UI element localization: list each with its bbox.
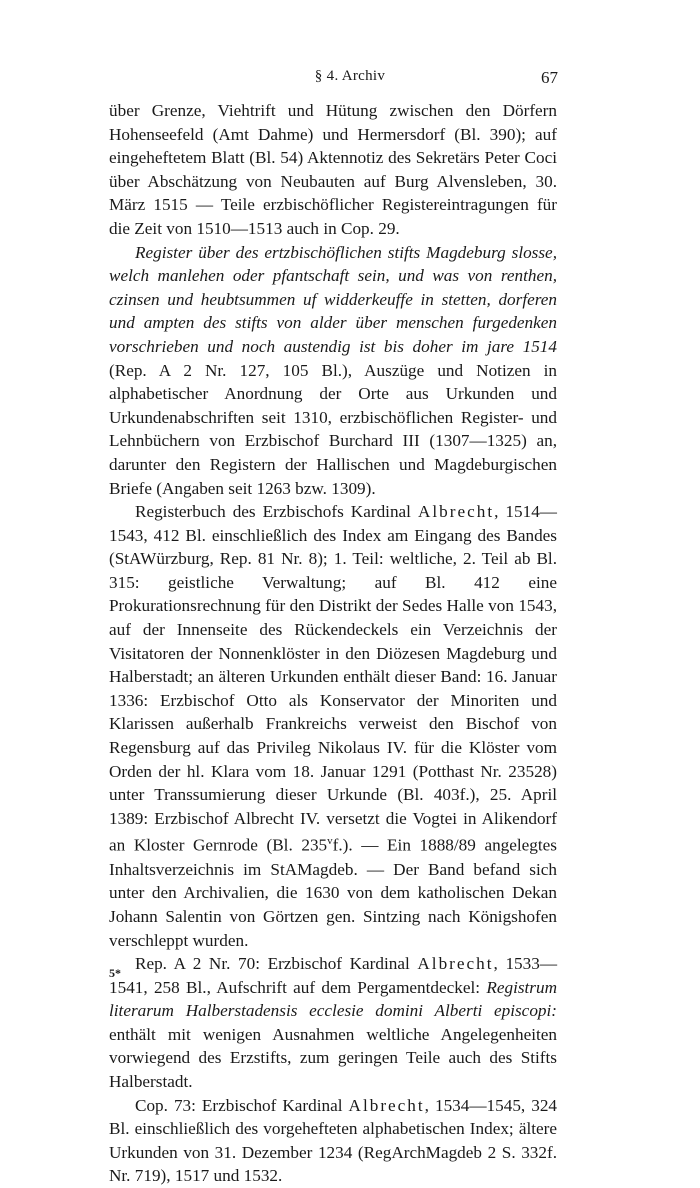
text-run: Registerbuch des Erzbischofs Kardinal bbox=[135, 502, 418, 522]
paragraph bbox=[109, 500, 557, 952]
text-run: (Rep. A 2 Nr. 127, 105 Bl.), Auszüge und Notizen in alphabetischer Anordnung der Orte aus Urkunden und Urkundenabschriften seit 1310, erzbischöflichen Register- und Lehnbüchern von Erzbischof Burchard III (1307—1325) an, darunter den Registern der Hallischen und Magdeburgischen Briefe (Angaben seit 1263 bzw. 1309). bbox=[109, 360, 557, 498]
italic-run: Register über des ertzbischöflichen stifts Magdeburg slosse, welch manlehen oder pfantschaft sein, und was von renthen, czinsen und heubtsummen uf widderkeuffe in stetten, dorferen und ampten des stifts von alder über menschen furgedenken vorschrieben und noch austendig ist bis doher im jare 1514 bbox=[109, 242, 557, 356]
spaced-name: Albrecht bbox=[417, 954, 494, 974]
text-run: , 1534—1545, 324 Bl. einschließlich des vorgehefteten alphabetischen Index; ältere Urkunden von 31. Dezember 1234 (RegArchMagdeb 2 S. 332f. Nr. 719), 1517 und 1532. bbox=[109, 1095, 557, 1186]
signature-mark: 5* bbox=[109, 966, 121, 980]
paragraph bbox=[109, 241, 557, 501]
text-run: Rep. A 2 Nr. 70: Erzbischof Kardinal bbox=[135, 954, 418, 974]
paragraph bbox=[109, 99, 557, 241]
section-title: § 4. Archiv bbox=[314, 68, 386, 84]
body-text bbox=[109, 99, 557, 1188]
text-run: , 1514—1543, 412 Bl. einschließlich des Index am Eingang des Bandes (StAWürzburg, Rep. 81 Nr. 8); 1. Teil: weltliche, 2. Teil ab Bl. 315: geistliche Verwaltung; auf Bl. 412 eine Prokurationsrechnung für den Distrikt der Sedes Halle von 1543, auf der Innenseite des Rückendeckels ein Verzeichnis der Visitatoren der Nonnenklöster in den Diözesen Magdeburg und Halberstadt; an älteren Urkunden enthält dieser Band: 16. Januar 1336: Erzbischof Otto als Konservator der Minoriten und Klarissen außerhalb Frankreichs verweist den Bischof von Regensburg auf das Privileg Nikolaus IV. für die Klöster vom Orden der hl. Klara vom 18. Januar 1291 (Potthast Nr. 23528) unter Transsumierung dieser Urkunde (Bl. 403f.), 25. April 1389: Erzbischof Albrecht IV. versetzt die Vogtei in Alikendorf an Kloster Gernrode (Bl. 235 bbox=[109, 502, 557, 856]
running-head bbox=[0, 68, 700, 92]
page-number: 67 bbox=[541, 68, 558, 87]
text-run: über Grenze, Viehtrift und Hütung zwischen den Dörfern Hohenseefeld (Amt Dahme) und Hermersdorf (Bl. 390); auf eingeheftetem Blatt (Bl. 54) Aktennotiz des Sekretärs Peter Coci über Abschätzung von Neubauten auf Burg Alvensleben, 30. März 1515 — Teile erzbischöflicher Registereintragungen für die Zeit von 1510—1513 auch in Cop. 29. bbox=[109, 101, 557, 238]
text-run: f.). — Ein 1888/89 angelegtes Inhaltsverzeichnis im StAMagdeb. — Der Band befand sich unter den Archivalien, die 1630 von dem katholischen Dekan Johann Salentin von Görtzen gen. Sintzing nach Königshofen verschleppt wurden. bbox=[109, 836, 557, 950]
text-run: Cop. 73: Erzbischof Kardinal bbox=[135, 1095, 349, 1115]
italic-run: Registrum literarum Halberstadensis ecclesie domini Alberti episcopi: bbox=[109, 977, 557, 1021]
text-run: , 1533—1541, 258 Bl., Aufschrift auf dem Pergamentdeckel: bbox=[109, 954, 557, 997]
paragraph bbox=[109, 952, 557, 1094]
spaced-name: Albrecht bbox=[348, 1095, 425, 1115]
text-run: enthält mit wenigen Ausnahmen weltliche Angelegenheiten vorwiegend des Erzstifts, zum geringen Teile auch des Stifts Halberstadt. bbox=[109, 1024, 557, 1092]
spaced-name: Albrecht bbox=[417, 502, 495, 522]
paragraph bbox=[109, 1094, 557, 1188]
superscript: v bbox=[327, 835, 333, 848]
